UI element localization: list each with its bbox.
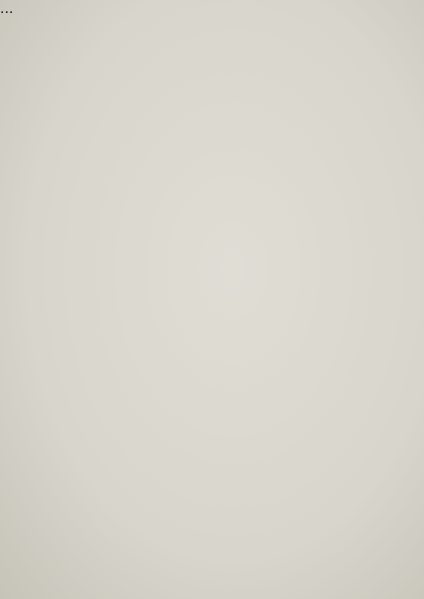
- newspaper-page: ...: [0, 0, 424, 599]
